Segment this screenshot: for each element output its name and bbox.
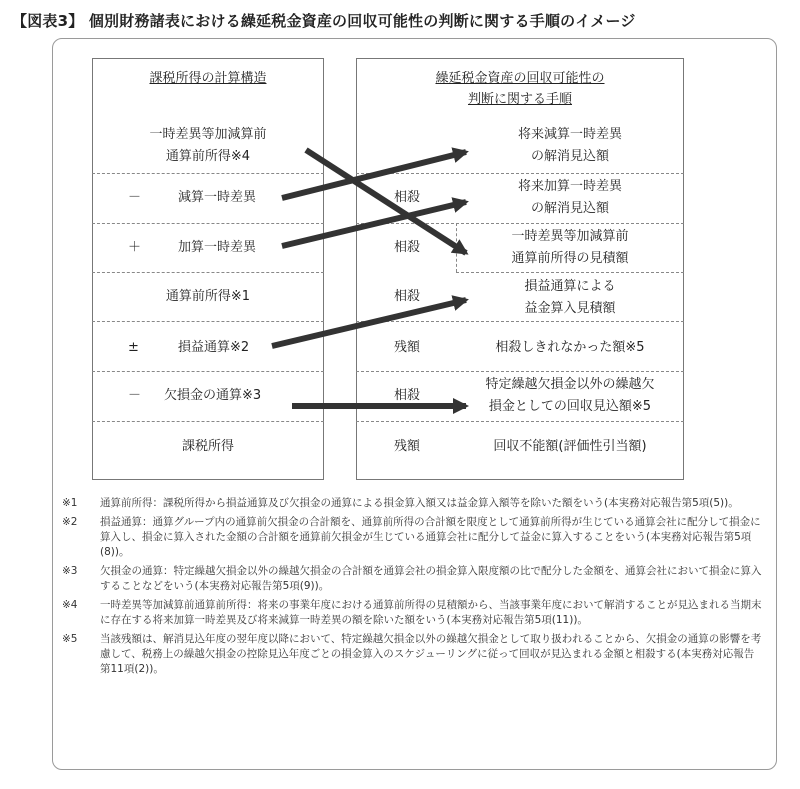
footnote <box>62 632 762 677</box>
right-row4-tag: 相殺 <box>394 289 421 304</box>
left-row6-label: 欠損金の通算※3 <box>164 388 262 403</box>
right-row2-tag: 相殺 <box>394 190 421 205</box>
footnote <box>62 496 762 511</box>
right-header-line2: 判断に関する手順 <box>467 92 572 107</box>
left-row2-label: 減算一時差異 <box>178 190 257 205</box>
left-row5-sign: ± <box>128 340 139 355</box>
right-row1-line1: 将来減算一時差異 <box>517 127 622 142</box>
footnote-mark: ※1 <box>62 497 78 509</box>
right-row2-line1: 将来加算一時差異 <box>517 179 622 194</box>
left-header-text: 課税所得の計算構造 <box>149 71 267 86</box>
right-row5-tag: 残額 <box>394 340 421 355</box>
footnote-mark: ※2 <box>62 516 78 528</box>
right-row6-tag: 相殺 <box>394 388 421 403</box>
footnote-mark: ※4 <box>62 599 78 611</box>
footnote <box>62 598 762 628</box>
left-row3-label: 加算一時差異 <box>178 240 257 255</box>
left-row3-sign: ＋ <box>128 240 142 255</box>
right-header-line1: 繰延税金資産の回収可能性の <box>435 71 605 86</box>
arrow-loss-offset-to-inclusion <box>272 300 466 346</box>
right-row7-tag: 残額 <box>394 439 421 454</box>
footnote-mark: ※5 <box>62 633 78 645</box>
figure-title: 【図表3】 個別財務諸表における繰延税金資産の回収可能性の判断に関する手順のイメージ <box>12 12 636 30</box>
left-row5-label: 損益通算※2 <box>178 340 250 355</box>
footnote-mark: ※3 <box>62 565 78 577</box>
right-row3-tag: 相殺 <box>394 240 421 255</box>
right-row5-label: 相殺しきれなかった額※5 <box>495 340 645 355</box>
right-row7-label: 回収不能額(評価性引当額) <box>493 439 647 454</box>
right-row2-line2: の解消見込額 <box>530 201 609 216</box>
footnote <box>62 515 762 560</box>
footnote-text: 一時差異等加減算前通算前所得：将来の事業年度における通算前所得の見積額から、当該事業年度において解消することが見込まれる当期末に存在する将来加算一時差異及び将来減算一時差異の額を除いた額をいう(本実務対応報告第5項(11))。 <box>100 599 762 626</box>
footnote-text: 損益通算：通算グループ内の通算前欠損金の合計額を、通算前所得の合計額を限度として通算前所得が生じている通算会社に配分して損金に算入し、損金に算入された金額の合計額を通算前欠損金が生じている通算会社に配分して益金に算入することをいう(本実務対応報告第5項(8))。 <box>100 516 761 558</box>
left-row2-sign: － <box>128 190 142 205</box>
arrow-taxable-to-taxable-reversal <box>282 202 466 246</box>
right-row6-line1: 特定繰越欠損金以外の繰越欠 <box>485 377 655 392</box>
right-row1-line2: の解消見込額 <box>530 149 609 164</box>
right-row3-line2: 通算前所得の見積額 <box>511 251 629 266</box>
left-row1-line1: 一時差異等加減算前 <box>149 127 267 142</box>
left-row1-line2: 通算前所得※4 <box>165 149 251 164</box>
left-row6-sign: － <box>128 388 142 403</box>
footnote-text: 通算前所得：課税所得から損益通算及び欠損金の通算による損金算入額又は益金算入額等を除いた額をいう(本実務対応報告第5項(5))。 <box>100 497 739 509</box>
footnotes <box>62 496 762 681</box>
left-row4-label: 通算前所得※1 <box>165 289 251 304</box>
footnote <box>62 564 762 594</box>
left-row7-label: 課税所得 <box>181 439 234 454</box>
right-row4-line1: 損益通算による <box>524 279 616 294</box>
right-row4-line2: 益金算入見積額 <box>524 301 616 316</box>
right-row3-line1: 一時差異等加減算前 <box>511 229 629 244</box>
right-row6-line2: 損金としての回収見込額※5 <box>488 399 652 414</box>
footnote-text: 欠損金の通算：特定繰越欠損金以外の繰越欠損金の合計額を通算会社の損金算入限度額の比で配分した金額を、通算会社において損金に算入することなどをいう(本実務対応報告第5項(9))。 <box>100 565 762 592</box>
footnote-text: 当該残額は、解消見込年度の翌年度以降において、特定繰越欠損金以外の繰越欠損金として取り扱われることから、欠損金の通算の影響を考慮して、税務上の繰越欠損金の控除見込年度ごとの損金算入のスケジューリングに従って回収が見込まれる金額と相殺する(本実務対応報告第11項(2))。 <box>100 633 762 675</box>
